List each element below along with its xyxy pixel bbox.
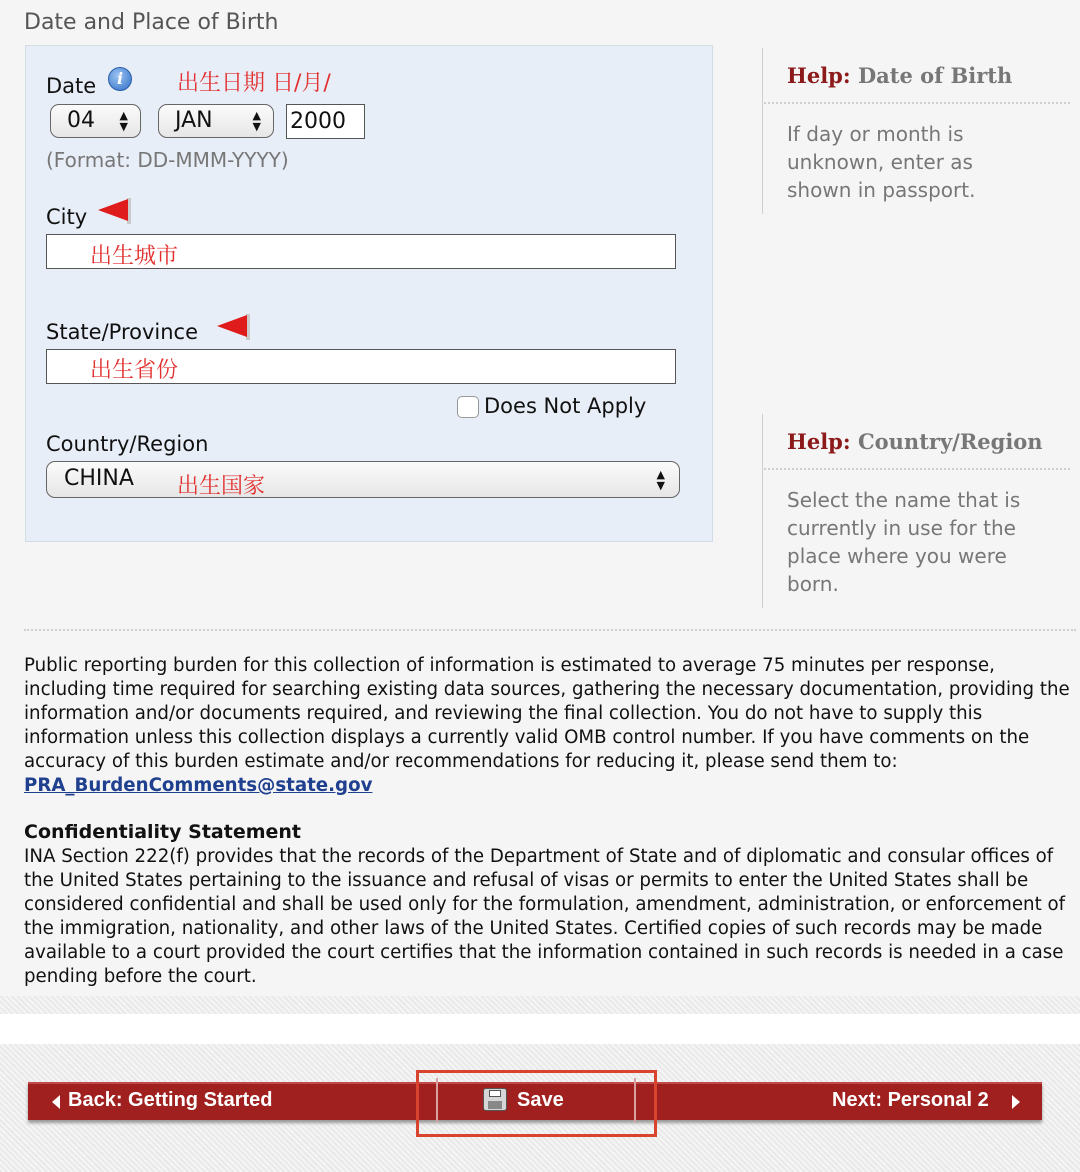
help-title-date	[787, 63, 1012, 88]
help-divider	[762, 48, 763, 214]
save-button-label: Save	[517, 1089, 564, 1111]
footer-space	[0, 1014, 1080, 1044]
country-value: CHINA	[64, 466, 134, 491]
select-arrows-icon: ▲ ▼	[252, 109, 261, 133]
state-annotation: 出生省份	[90, 358, 179, 383]
back-button[interactable]	[28, 1082, 413, 1120]
info-icon[interactable]: i	[108, 67, 132, 91]
back-button-label: Back: Getting Started	[68, 1089, 273, 1111]
next-arrow-icon	[1012, 1095, 1020, 1109]
next-button[interactable]	[820, 1082, 1042, 1120]
help-divider	[762, 414, 763, 608]
select-arrows-icon: ▲ ▼	[656, 468, 665, 492]
month-value: JAN	[175, 108, 213, 133]
country-select[interactable]	[46, 461, 680, 498]
required-flag-icon	[217, 315, 247, 337]
burden-text: Public reporting burden for this collection of information is estimated to average 75 minutes per response, including time required for searching existing data sources, gathering the necessary documentation, providing the information and/or documents required, and reviewing the final collection. You do not have to supply this information unless this collection displays a currently valid OMB control number. If you have comments on the accuracy of this burden estimate and/or recommendations for reducing it, please send them to:	[24, 655, 1070, 772]
country-label: Country/Region	[46, 432, 209, 456]
help-separator	[764, 468, 1070, 470]
select-arrows-icon: ▲ ▼	[119, 109, 128, 133]
help-prefix: Help:	[787, 429, 851, 454]
state-label: State/Province	[46, 320, 199, 344]
footer-band	[0, 996, 1080, 1014]
day-select[interactable]	[50, 104, 141, 138]
city-annotation: 出生城市	[90, 244, 179, 269]
help-title-text: Country/Region	[857, 429, 1043, 454]
confidentiality-title: Confidentiality Statement	[24, 821, 301, 843]
help-separator	[764, 102, 1070, 104]
does-not-apply-label[interactable]: Does Not Apply	[484, 394, 647, 418]
save-highlight-box	[416, 1070, 657, 1137]
year-input[interactable]: 2000	[286, 104, 365, 139]
day-value: 04	[67, 108, 95, 133]
section-separator	[24, 629, 1076, 631]
date-label: Date	[46, 74, 97, 98]
month-select[interactable]	[158, 104, 274, 138]
section-title: Date and Place of Birth	[24, 10, 279, 35]
confidentiality-text: INA Section 222(f) provides that the records of the Department of State and of diplomatic and consular offices of the United States pertaining to the issuance and refusal of visas or permits to enter the United States shall be considered confidential and shall be used only for the formulation, amendment, administration, or enforcement of the immigration, nationality, and other laws of the United States. Certified copies of such records may be made available to a court provided the court certifies that the information contained in such records is needed in a case pending before the court.	[24, 846, 1066, 987]
help-text-date: If day or month is unknown, enter as shown in passport.	[787, 122, 976, 202]
city-label: City	[46, 205, 88, 229]
burden-statement	[24, 654, 1076, 798]
back-arrow-icon	[52, 1095, 60, 1109]
does-not-apply-checkbox[interactable]	[457, 396, 479, 418]
help-prefix: Help:	[787, 63, 851, 88]
help-text-country: Select the name that is currently in use for the place where you were born.	[787, 488, 1021, 596]
help-title-text: Date of Birth	[857, 63, 1013, 88]
help-title-country	[787, 429, 1043, 454]
date-format-hint: (Format: DD-MMM-YYYY)	[46, 148, 289, 172]
burden-email-link[interactable]: PRA_BurdenComments@state.gov	[24, 775, 373, 796]
country-annotation: 出生国家	[177, 474, 266, 499]
date-annotation: 出生日期 日/月/	[177, 71, 331, 96]
required-flag-icon	[98, 199, 128, 221]
next-button-label: Next: Personal 2	[832, 1089, 989, 1111]
